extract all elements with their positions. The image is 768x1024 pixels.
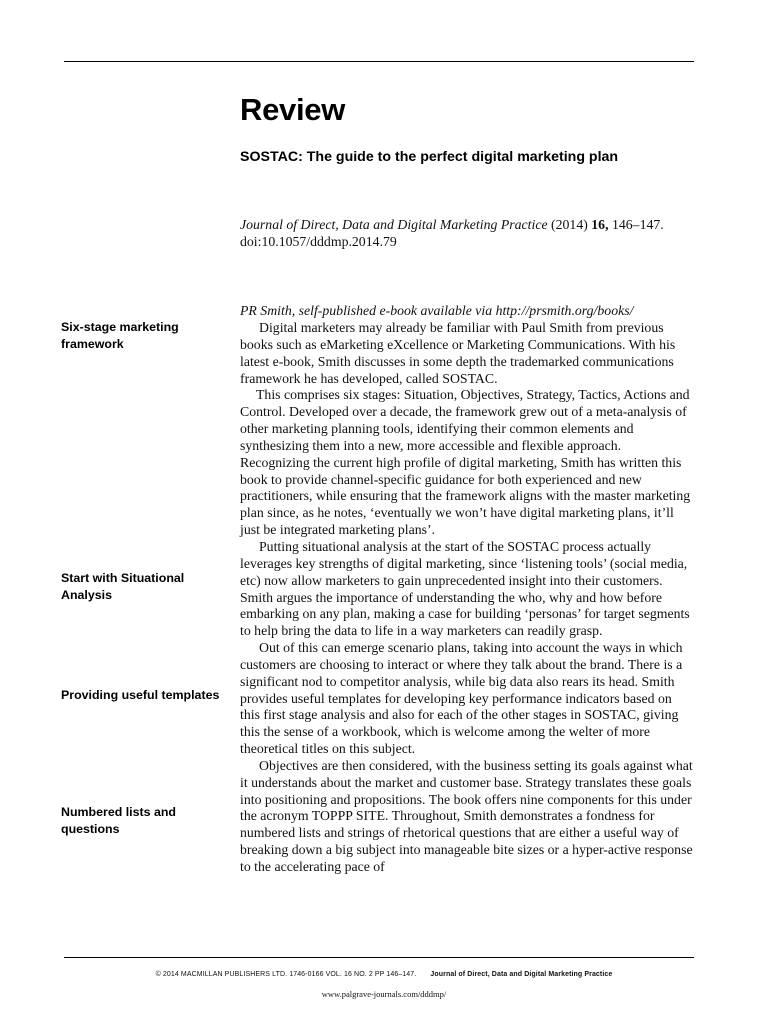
citation-year: (2014) xyxy=(551,217,588,232)
body-paragraph: Putting situational analysis at the start of the SOSTAC process actually leverages key strengths of digital marketing, since ‘listening tools’ (social media, etc) now allow marketers to gain unprecedented insight into their customers. Smith argues the importance of understanding the who, why and how before embarking on any plan, making a case for building ‘personas’ for target segments to help bring the data to life in a way marketers can readily grasp. xyxy=(240,538,690,639)
footer-copyright: © 2014 MACMILLAN PUBLISHERS LTD. 1746-0166 VOL. 16 NO. 2 PP 146–147. xyxy=(155,971,417,978)
footer xyxy=(0,971,768,978)
footer-journal: Journal of Direct, Data and Digital Marketing Practice xyxy=(430,971,613,978)
citation-pages: 146–147. xyxy=(611,217,664,232)
top-rule xyxy=(64,61,694,62)
body-paragraph: Out of this can emerge scenario plans, taking into account the ways in which customers are choosing to interact or where they talk about the brand. There is a significant nod to competitor analysis, while big data also rears its head. Smith provides useful templates for developing key performance indicators based on this first stage analysis and also for each of the other stages in SOSTAC, giving this the sense of a workbook, which is welcome among the welter of more theoretical titles on this subject. xyxy=(240,640,683,757)
article-body xyxy=(240,320,694,876)
sidenote: Start with Situational Analysis xyxy=(61,571,185,602)
footer-url: www.palgrave-journals.com/dddmp/ xyxy=(321,989,447,999)
citation-doi: doi:10.1057/dddmp.2014.79 xyxy=(240,234,397,249)
bottom-rule xyxy=(64,957,694,958)
sidenote: Numbered lists and questions xyxy=(61,805,176,836)
body-paragraph: This comprises six stages: Situation, Objectives, Strategy, Tactics, Actions and Control. Developed over a decade, the framework grew out of a meta-analysis of other marketing planning tools, identifying their common elements and synthesizing them into a new, more accessible and flexible approach. Recognizing the current high profile of digital marketing, Smith has written this book to provide channel-specific guidance for both experienced and new practitioners, while ensuring that the framework aligns with the master marketing plan since, as he notes, ‘eventually we won’t have digital marketing plans, it’ll just be integrated marketing plans’. xyxy=(240,387,691,538)
article-title: SOSTAC: The guide to the perfect digital marketing plan xyxy=(240,149,619,165)
body-paragraph: Digital marketers may already be familiar with Paul Smith from previous books such as eMarketing eXcellence or Marketing Communications. With his latest e-book, Smith discusses in some depth the trademarked communications framework he has developed, called SOSTAC. xyxy=(240,320,676,386)
citation xyxy=(240,216,700,250)
citation-volume: 16, xyxy=(591,217,609,232)
body-paragraph: Objectives are then considered, with the business setting its goals against what it understands about the market and customer base. Strategy translates these goals into positioning and propositions. The book offers nine components for this under the acronym TOPPP SITE. Throughout, Smith demonstrates a fondness for numbered lists and strings of rhetorical questions that are either a useful way of breaking down a big subject into manageable bite sizes or a hyper-active response to the accelerating pace of xyxy=(240,757,693,874)
sidenote: Six-stage marketing framework xyxy=(61,320,179,351)
byline: PR Smith, self-published e-book available via http://prsmith.org/books/ xyxy=(240,303,634,318)
citation-journal: Journal of Direct, Data and Digital Marketing Practice xyxy=(240,217,548,232)
sidenote: Providing useful templates xyxy=(61,688,220,702)
section-heading: Review xyxy=(240,92,346,127)
